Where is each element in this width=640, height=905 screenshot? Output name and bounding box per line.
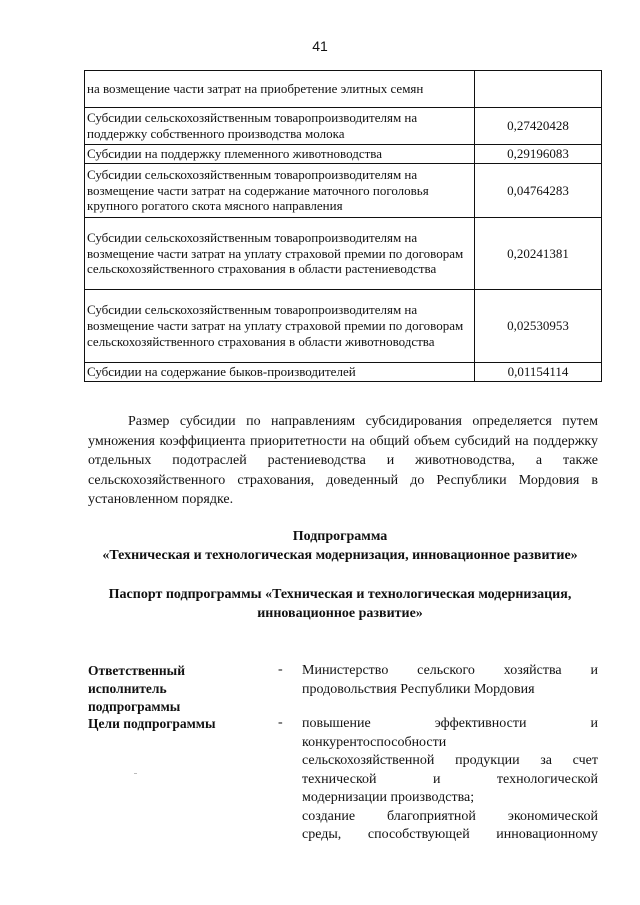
subsidy-name-cell: Субсидии сельскохозяйственным товаропроизводителям на возмещение части затрат на содержание маточного поголовья крупного рогатого скота мясного направления [85, 164, 475, 218]
body-paragraph: Размер субсидии по направлениям субсидирования определяется путем умножения коэффициента приоритетности на общий объем субсидий на поддержку отдельных подотраслей растениеводства и животноводства, а также сельскохозяйственного страхования, доведенный до Республики Мордовия в установленном порядке. [88, 414, 598, 507]
goals-line: технической и технологической [302, 771, 598, 787]
subsidy-name-cell: Субсидии сельскохозяйственным товаропроизводителям на поддержку собственного производства молока [85, 108, 475, 145]
goals-line: повышение эффективности и [302, 716, 598, 731]
coefficient-cell: 0,27420428 [475, 108, 602, 145]
subsidy-coefficients-table [84, 70, 602, 382]
table-row [85, 145, 602, 164]
goals-line: среды, способствующей инновационному [302, 827, 598, 842]
responsible-executor-text: Министерство сельского хозяйства и продовольствия Республики Мордовия [302, 663, 598, 697]
coefficient-cell: 0,20241381 [475, 218, 602, 290]
subprogram-heading: Подпрограмма [292, 529, 388, 544]
responsible-executor-label: Ответственный исполнитель подпрограммы [88, 663, 185, 714]
subsidy-name-cell: Субсидии на содержание быков-производителей [85, 363, 475, 382]
table-row [85, 71, 602, 108]
goals-line: конкурентоспособности [302, 734, 447, 750]
table-row [85, 164, 602, 218]
responsible-executor-value [302, 662, 598, 699]
coefficient-cell [475, 71, 602, 108]
goals-line: сельскохозяйственной продукции за счет [302, 753, 598, 768]
subsidy-name-cell: на возмещение части затрат на приобретение элитных семян [85, 71, 475, 108]
subsidy-name-cell: Субсидии сельскохозяйственным товаропроизводителям на возмещение части затрат на уплату страховой премии по договорам сельскохозяйственного страхования в области растениеводства [85, 218, 475, 290]
subsidy-name-cell: Субсидии на поддержку племенного животноводства [85, 145, 475, 164]
goals-dash: - [278, 715, 283, 730]
table-row [85, 290, 602, 363]
table-row [85, 363, 602, 382]
responsible-dash: - [278, 662, 283, 677]
table-row [85, 218, 602, 290]
coefficient-cell: 0,02530953 [475, 290, 602, 363]
coefficient-cell: 0,04764283 [475, 164, 602, 218]
passport-title: Паспорт подпрограммы «Техническая и технологическая модернизация, инновационное развитие» [108, 587, 572, 621]
scan-speck [134, 773, 137, 774]
subprogram-goals-label: Цели подпрограммы [88, 716, 216, 731]
subprogram-title: «Техническая и технологическая модернизация, инновационное развитие» [102, 548, 578, 563]
coefficient-cell: 0,01154114 [475, 363, 602, 382]
goals-line: модернизации производства; [302, 790, 475, 805]
subsidy-name-cell: Субсидии сельскохозяйственным товаропроизводителям на возмещение части затрат на уплату страховой премии по договорам сельскохозяйственного страхования в области животноводства [85, 290, 475, 363]
goals-line: создание благоприятной экономической [302, 808, 598, 824]
table-row [85, 108, 602, 145]
page-number: 41 [312, 38, 328, 54]
coefficient-cell: 0,29196083 [475, 145, 602, 164]
subprogram-goals-value [302, 715, 598, 845]
